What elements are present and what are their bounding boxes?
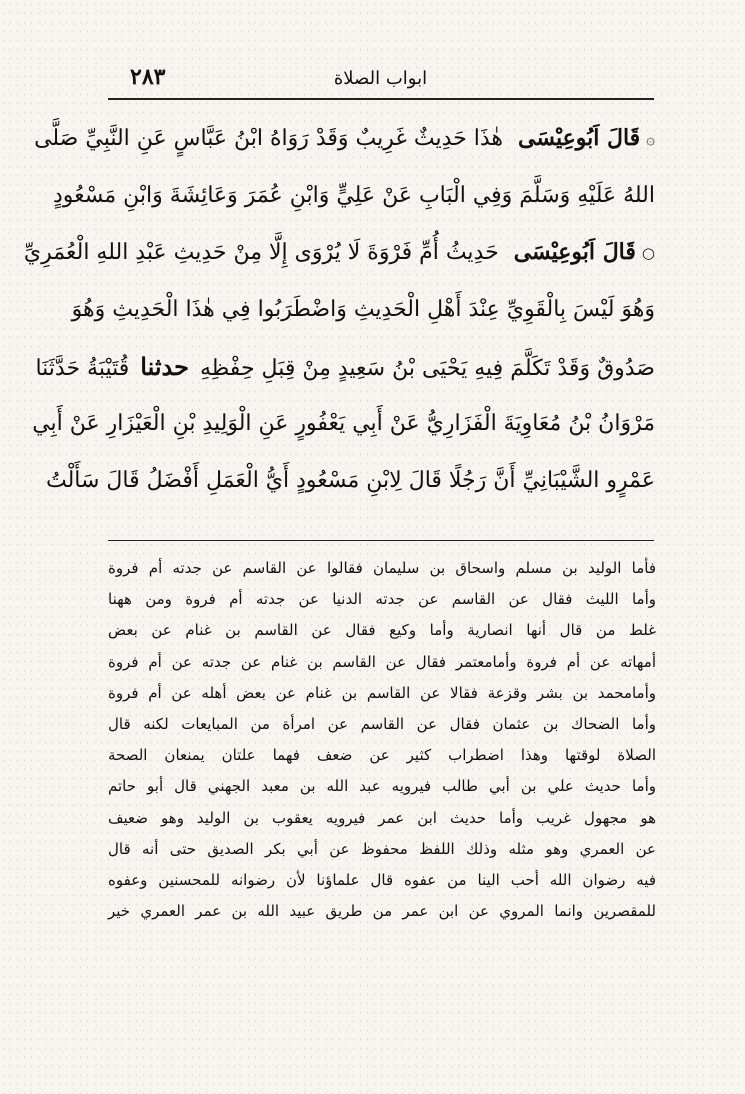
note-line: وأما حديث علي بن أبي طالب فيرويه عبد الله بن معبد الجهني قال أبو حاتم bbox=[108, 777, 656, 796]
note-line: هو مجهول غريب وأما حديث ابن عمر فيرويه يعقوب بن الوليد وهو ضعيف bbox=[108, 808, 656, 827]
main-text bbox=[23, 110, 655, 509]
main-text-line bbox=[53, 167, 655, 224]
main-text-line bbox=[35, 338, 655, 395]
page-header bbox=[108, 58, 653, 98]
main-text-line bbox=[34, 110, 655, 167]
line-text: هٰذَا حَدِيثٌ غَرِيبٌ وَقَدْ رَوَاهُ ابْنُ عَبَّاسٍ عَنِ النَّبِيِّ صَلَّى bbox=[34, 126, 503, 151]
line-text: اللهُ عَلَيْهِ وَسَلَّمَ وَفِي الْبَابِ عَنْ عَلِيٍّ وَابْنِ عُمَرَ وَعَائِشَةَ وَابْنِ مَسْعُودٍ bbox=[53, 183, 655, 208]
note-line: وأما الضحاك بن عثمان فقال عن القاسم عن امرأة من المبايعات لكنه قال bbox=[108, 714, 656, 733]
main-text-line bbox=[23, 224, 655, 281]
note-line: وأما الليث فقال عن القاسم عن جدته الدنيا عن جدته أم فروة ومن ههنا bbox=[108, 590, 656, 609]
note-line: عن العمري وهو مثله وذلك اللفظ محفوظ عن أبي بكر الصديق حتى أنه قال bbox=[108, 839, 656, 858]
note-line: أمهاته عن أم فروة وأمامعتمر فقال عن القاسم بن غنام عن جدته عن أم فروة bbox=[108, 652, 656, 671]
notes-rule bbox=[108, 540, 654, 541]
footnotes bbox=[108, 553, 656, 927]
note-line: الصلاة لوقتها وهذا اضطراب كثير عن ضعف فهما علتان يمنعان الصحة bbox=[108, 746, 656, 765]
line-text: قُتَيْبَةُ حَدَّثَنَا bbox=[35, 356, 130, 381]
line-text: وَهُوَ لَيْسَ بِالْقَوِيِّ عِنْدَ أَهْلِ الْحَدِيثِ وَاضْطَرَبُوا فِي هٰذَا الْحَدِيثِ وَهُوَ bbox=[71, 297, 655, 322]
line-text: مَرْوَانُ بْنُ مُعَاوِيَةَ الْفَزَارِيُّ عَنْ أَبِي يَعْفُورٍ عَنِ الْوَلِيدِ بْنِ الْعَيْزَارِ عَنْ أَبِي bbox=[32, 411, 655, 436]
main-text-line bbox=[32, 395, 655, 452]
section-mark-icon: ۞ bbox=[646, 129, 655, 148]
section-mark-icon: ○ bbox=[641, 243, 655, 262]
header-rule bbox=[108, 98, 654, 100]
speaker-label: قَالَ اَبُوعِيْسَى bbox=[518, 125, 641, 151]
line-text: عَمْرٍو الشَّيْبَانِيِّ أَنَّ رَجُلًا قَالَ لِابْنِ مَسْعُودٍ أَيُّ الْعَمَلِ أَفْضَلُ قَالَ سَأَلْتُ bbox=[46, 468, 655, 493]
main-text-line bbox=[46, 452, 655, 509]
narrated-label: حدثنا bbox=[140, 352, 189, 381]
note-line: للمقصرين وانما المروي عن ابن عمر من طريق عبيد الله بن عمر العمري خير bbox=[108, 902, 656, 921]
page-number: ٢٨٣ bbox=[130, 64, 166, 90]
line-text: صَدُوقٌ وَقَدْ تَكَلَّمَ فِيهِ يَحْيَى بْنُ سَعِيدٍ مِنْ قِبَلِ حِفْظِهِ bbox=[199, 356, 655, 381]
note-line: وأمامحمد بن بشر وقزعة فقالا عن القاسم بن غنام عن بعض أهله عن أم فروة bbox=[108, 683, 656, 702]
note-line: فيه رضوان الله أحب الينا من عفوه قال علماؤنا لأن رضوانه للمحسنين وعفوه bbox=[108, 870, 656, 889]
speaker-label: قَالَ اَبُوعِيْسَى bbox=[513, 239, 636, 265]
running-title: ابواب الصلاة bbox=[333, 68, 428, 89]
note-line: فأما الوليد بن مسلم واسحاق بن سليمان فقالوا عن القاسم عن جدته أم فروة bbox=[108, 559, 656, 577]
line-text: حَدِيثُ أُمِّ فَرْوَةَ لَا يُرْوَى إِلَّا مِنْ حَدِيثِ عَبْدِ اللهِ الْعُمَرِيِّ bbox=[23, 240, 499, 265]
note-line: غلط من قال أنها انصارية وأما وكيع فقال عن القاسم بن غنام عن بعض bbox=[108, 621, 656, 640]
main-text-line bbox=[71, 281, 655, 338]
